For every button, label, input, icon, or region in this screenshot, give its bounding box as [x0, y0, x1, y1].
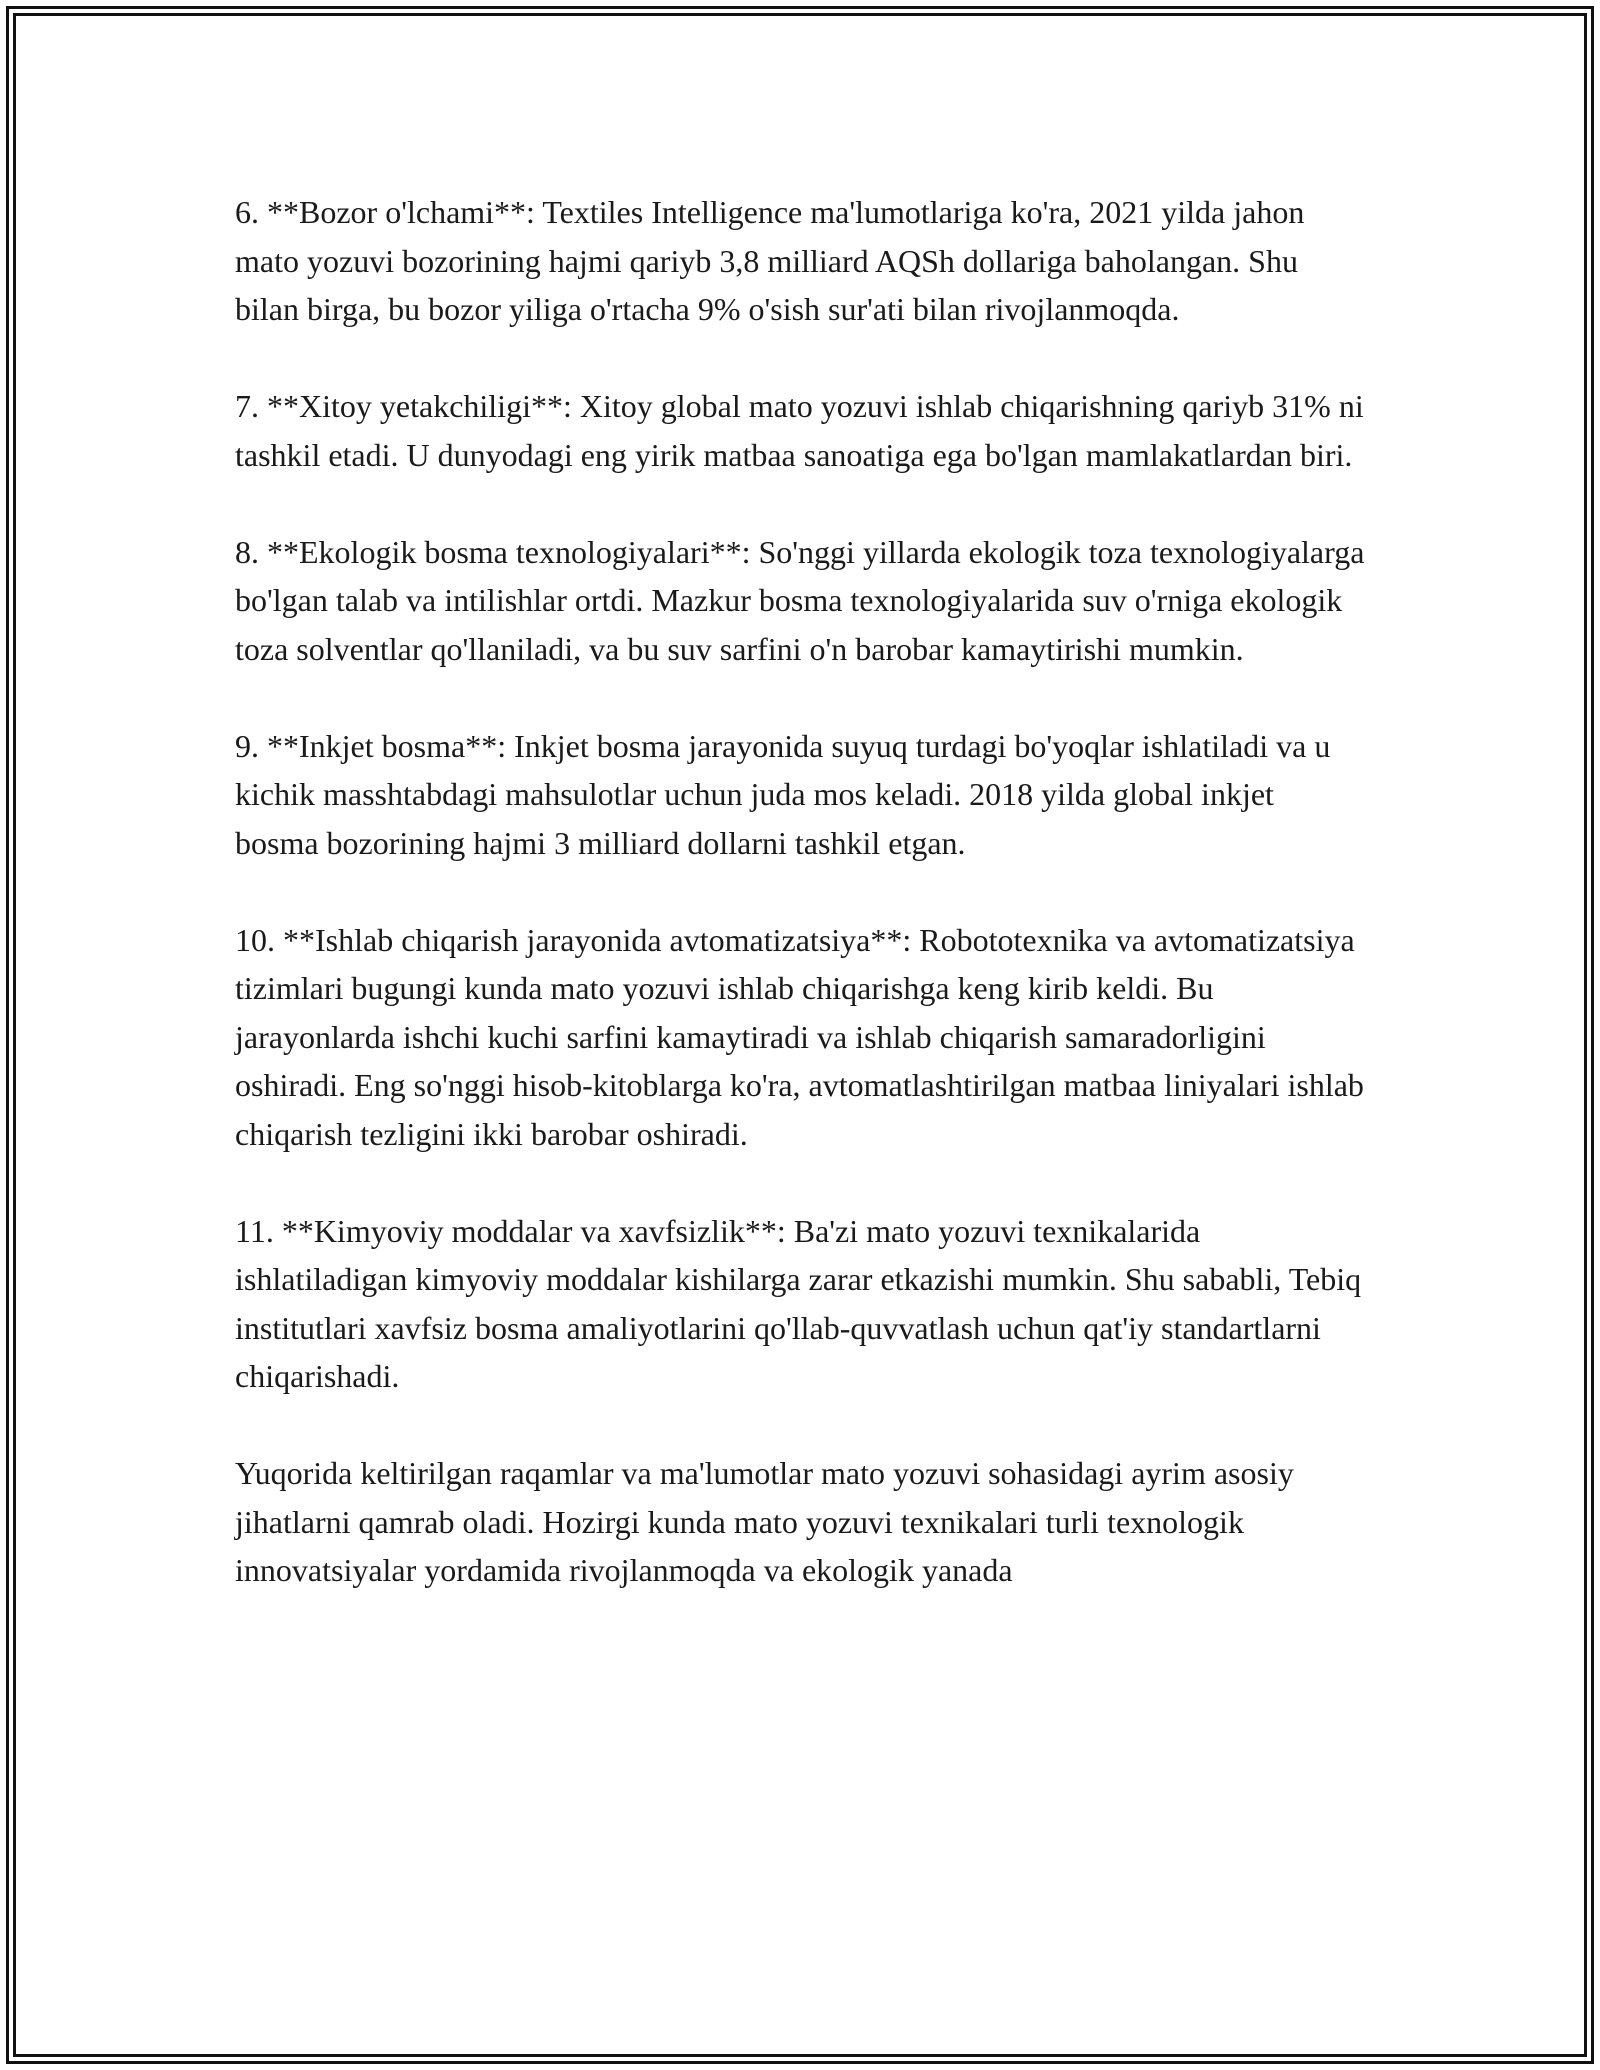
- paragraph-xitoy-yetakchiligi: 7. **Xitoy yetakchiligi**: Xitoy global mato yozuvi ishlab chiqarishning qariyb 31% ni tashkil etadi. U dunyodagi eng yirik matbaa sanoatiga ega bo'lgan mamlakatlardan biri.: [235, 388, 1364, 473]
- paragraph-avtomatizatsiya: 10. **Ishlab chiqarish jarayonida avtomatizatsiya**: Robototexnika va avtomatizatsiya tizimlari bugungi kunda mato yozuvi ishlab chiqarishga keng kirib keldi. Bu jarayonlarda ishchi kuchi sarfini kamaytiradi va ishlab chiqarish samaradorligini oshiradi. Eng so'nggi hisob-kitoblarga ko'ra, avtomatlashtirilgan matbaa liniyalari ishlab chiqarish tezligini ikki barobar oshiradi.: [235, 921, 1364, 1152]
- paragraph-conclusion: Yuqorida keltirilgan raqamlar va ma'lumotlar mato yozuvi sohasidagi ayrim asosiy jihatlarni qamrab oladi. Hozirgi kunda mato yozuvi texnikalari turli texnologik innovatsiyalar yordamida rivojlanmoqda va ekologik yanada: [235, 1455, 1294, 1588]
- paragraph-ekologik-bosma: 8. **Ekologik bosma texnologiyalari**: So'nggi yillarda ekologik toza texnologiyalarga bo'lgan talab va intilishlar ortdi. Mazkur bosma texnologiyalarida suv o'rniga ekologik toza solventlar qo'llaniladi, va bu suv sarfini o'n barobar kamaytirishi mumkin.: [235, 533, 1365, 667]
- paragraph-bozor-olchami: 6. **Bozor o'lchami**: Textiles Intelligence ma'lumotlariga ko'ra, 2021 yilda jahon mato yozuvi bozorining hajmi qariyb 3,8 milliard AQSh dollariga baholangan. Shu bilan birga, bu bozor yiliga o'rtacha 9% o'sish sur'ati bilan rivojlanmoqda.: [235, 194, 1305, 327]
- paragraph-inkjet-bosma: 9. **Inkjet bosma**: Inkjet bosma jarayonida suyuq turdagi bo'yoqlar ishlatiladi va u kichik masshtabdagi mahsulotlar uchun juda mos keladi. 2018 yilda global inkjet bosma bozorining hajmi 3 milliard dollarni tashkil etgan.: [235, 727, 1331, 861]
- paragraph-kimyoviy-moddalar: 11. **Kimyoviy moddalar va xavfsizlik**: Ba'zi mato yozuvi texnikalarida ishlatiladigan kimyoviy moddalar kishilarga zarar etkazishi mumkin. Shu sababli, Tebiq institutlari xavfsiz bosma amaliyotlarini qo'llab-quvvatlash uchun qat'iy standartlarni chiqarishadi.: [235, 1212, 1362, 1394]
- document-body: [235, 188, 1365, 1643]
